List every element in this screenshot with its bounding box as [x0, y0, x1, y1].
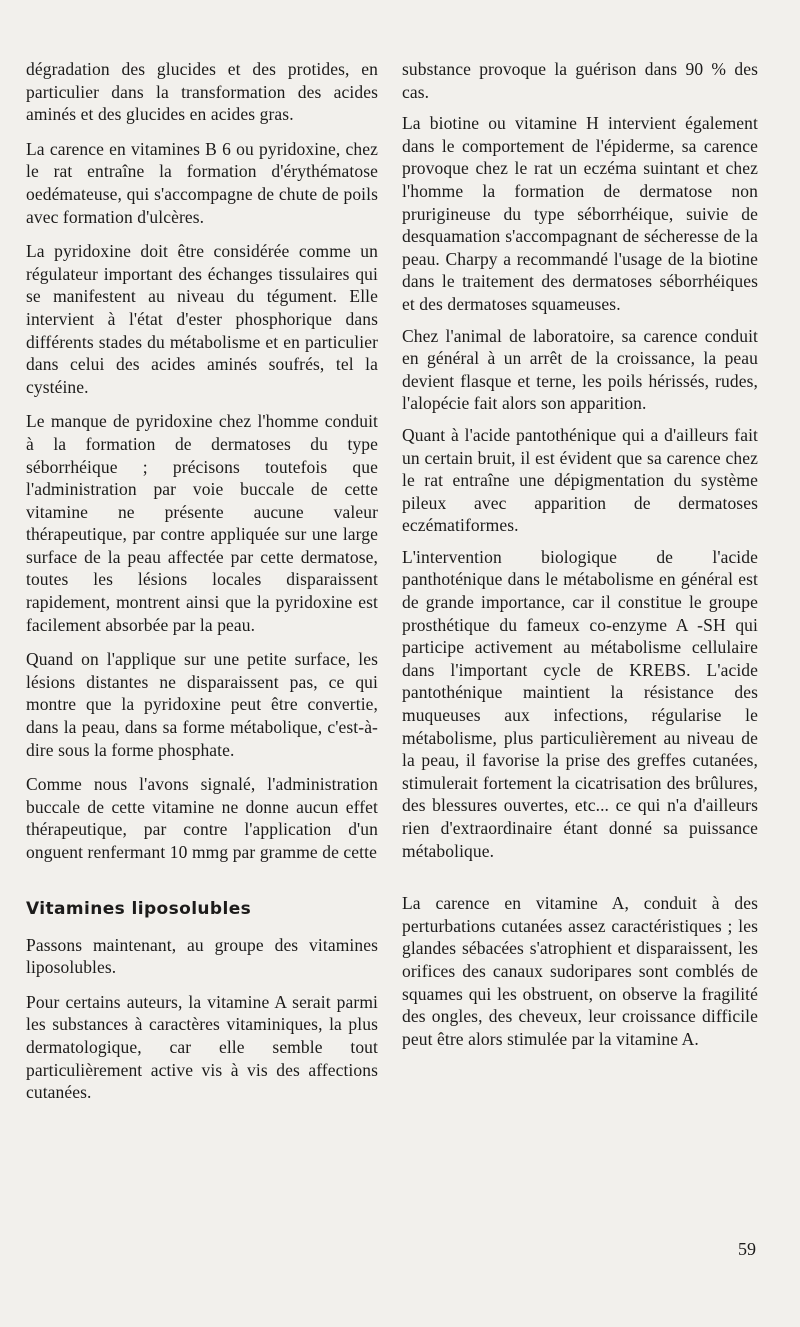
left-paragraph-1: dégradation des glucides et des protides, en particulier dans la transformation des acides aminés et des glucides en acides gras.	[26, 59, 378, 125]
left-paragraph-2: La carence en vitamines B 6 ou pyridoxine, chez le rat entraîne la formation d'érythématose oedémateuse, qui s'accompagne de chute de poils avec formation d'ulcères.	[26, 138, 378, 227]
right-paragraph-4: Quant à l'acide pantothénique qui a d'ailleurs fait un certain bruit, il est évident que sa carence chez le rat entraîne une dépigmentation du système pileux avec apparition de dermatoses eczématiformes.	[402, 424, 758, 536]
right-column	[402, 58, 758, 1059]
left-column	[26, 58, 378, 1116]
left-paragraph-4: Le manque de pyridoxine chez l'homme conduit à la formation de dermatoses du type séborrhéique ; précisons toutefois que l'administration par voie buccale de cette vitamine ne présente aucune valeur thérapeutique, par contre appliquée sur une large surface de la peau affectée par cette dermatose, toutes les lésions locales disparaissent rapidement, montrent ainsi que la pyridoxine est facilement absorbée par la peau.	[26, 411, 378, 635]
right-paragraph-3: Chez l'animal de laboratoire, sa carence conduit en général à un arrêt de la croissance, la peau devient flasque et terne, les poils hérissés, rudes, l'alopécie fait alors son apparition.	[402, 325, 758, 414]
right-paragraph-2: La biotine ou vitamine H intervient également dans le comportement de l'épiderme, sa carence provoque chez le rat un eczéma suintant et chez l'homme la formation de dermatose non prurigineuse du type séborrhéique, suivie de desquamation s'accompagnant de sécheresse de la peau. Charpy a recommandé l'usage de la biotine dans le traitement des dermatoses séborrhéiques et des dermatoses squameuses.	[402, 113, 758, 314]
section-heading: Vitamines liposolubles	[26, 898, 252, 919]
left-paragraph-6: Comme nous l'avons signalé, l'administration buccale de cette vitamine ne donne aucun effet thérapeutique, par contre l'application d'un onguent renfermant 10 mmg par gramme de cette	[26, 774, 378, 862]
right-paragraph-6: La carence en vitamine A, conduit à des perturbations cutanées assez caractéristiques ; les glandes sébacées s'atrophient et disparaissent, les orifices des canaux sudoripares sont comblés de squames qui les obstruent, on observe la fragilité des ongles, des cheveux, leur croissance difficile peut être alors stimulée par la vitamine A.	[402, 893, 758, 1049]
left-paragraph-8: Pour certains auteurs, la vitamine A serait parmi les substances à caractères vitaminiques, la plus dermatologique, car elle semble tout particulièrement active vis à vis des affections cutanées.	[26, 991, 378, 1103]
page-number: 59	[738, 1239, 756, 1259]
right-paragraph-5: L'intervention biologique de l'acide panthoténique dans le métabolisme en général est de grande importance, car il constitue le groupe prosthétique du fameux co-enzyme A -SH qui participe activement au métabolisme cellulaire dans l'important cycle de KREBS. L'acide pantothénique maintient la résistance des muqueuses aux infections, régularise le métabolisme, plus particulièrement au niveau de la peau, il favorise la prise des greffes cutanées, stimulerait fortement la cicatrisation des brûlures, des blessures ouvertes, etc... ce qui n'a d'ailleurs rien d'extraordinaire étant donné sa puissance métabolique.	[402, 546, 758, 861]
left-paragraph-3: La pyridoxine doit être considérée comme un régulateur important des échanges tissulaires qui se manifestent au niveau du tégument. Elle intervient à l'état d'ester phosphorique dans différents stades du métabolisme et en particulier dans celui des acides aminés soufrés, tel la cystéine.	[26, 241, 378, 397]
left-paragraph-7: Passons maintenant, au groupe des vitamines liposolubles.	[26, 934, 378, 978]
left-paragraph-5: Quand on l'applique sur une petite surface, les lésions distantes ne disparaissent pas, ce qui montre que la pyridoxine peut être convertie, dans la peau, dans sa forme métabolique, c'est-à-dire sous la forme phosphate.	[26, 649, 378, 760]
right-paragraph-1: substance provoque la guérison dans 90 % des cas.	[402, 59, 758, 102]
